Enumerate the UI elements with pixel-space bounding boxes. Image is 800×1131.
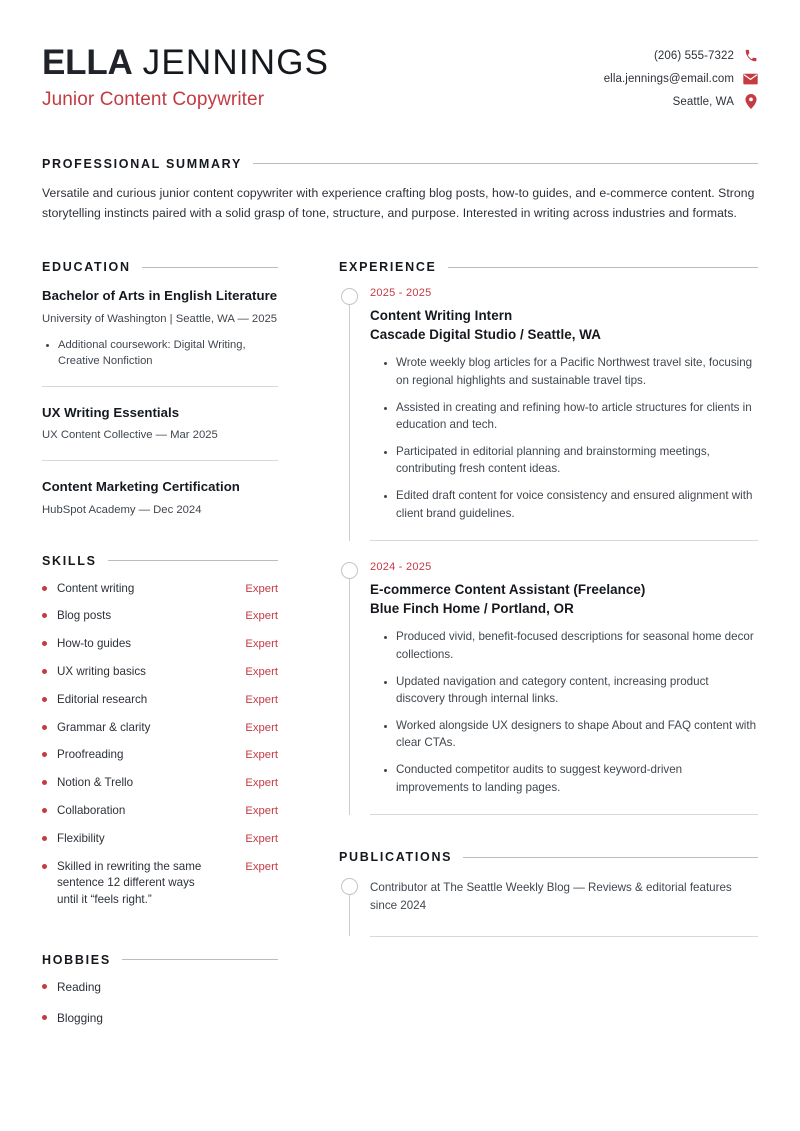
timeline-marker-icon	[341, 562, 358, 579]
left-column	[42, 260, 278, 1042]
publication-item	[339, 877, 758, 914]
skill-level: Expert	[245, 860, 278, 873]
heading-rule	[108, 560, 278, 561]
envelope-icon	[743, 71, 758, 86]
experience-title: Content Writing Intern	[370, 308, 513, 324]
experience-item	[339, 561, 758, 814]
contact-location[interactable]	[673, 94, 758, 109]
experience-item	[339, 287, 758, 540]
skill-level: Expert	[245, 721, 278, 734]
phone-number: (206) 555-7322	[653, 49, 734, 62]
skill-row	[42, 803, 278, 820]
heading-rule	[122, 959, 278, 960]
section-title: EXPERIENCE	[339, 260, 437, 275]
publications-section	[339, 850, 758, 937]
map-pin-icon	[743, 94, 758, 109]
education-bullets	[42, 337, 278, 370]
education-item	[42, 460, 278, 518]
skill-row	[42, 636, 278, 653]
skill-left	[42, 608, 237, 625]
timeline-spine	[349, 293, 350, 541]
email-address: ella.jennings@email.com	[603, 72, 734, 85]
bullet-dot-icon	[42, 780, 47, 785]
education-meta: UX Content Collective — Mar 2025	[42, 429, 218, 442]
experience-timeline	[339, 287, 758, 815]
hobby-row	[42, 980, 278, 994]
bullet-dot-icon	[42, 984, 47, 989]
skill-row	[42, 581, 278, 598]
skill-name: Blog posts	[57, 609, 112, 623]
experience-section	[339, 260, 758, 815]
skill-row	[42, 664, 278, 681]
skill-row	[42, 608, 278, 625]
skill-row	[42, 720, 278, 737]
skill-level: Expert	[245, 693, 278, 706]
experience-divider-bottom	[370, 814, 758, 815]
experience-company: Cascade Digital Studio / Seattle, WA	[370, 327, 601, 343]
skill-left	[42, 775, 237, 792]
contact-phone[interactable]	[654, 48, 758, 63]
education-degree: UX Writing Essentials	[42, 404, 180, 420]
hobby-row	[42, 1011, 278, 1025]
publication-text: Contributor at The Seattle Weekly Blog — Reviews & editorial features since 2024	[370, 881, 732, 912]
list-item: • Produced vivid, benefit-focused descriptions for seasonal home decor collections.	[396, 628, 758, 663]
skill-name: Skilled in rewriting the same sentence 12 different ways until it “feels right.”	[57, 859, 202, 907]
skill-name: How-to guides	[57, 637, 132, 651]
skill-level: Expert	[245, 777, 278, 790]
skill-left	[42, 747, 237, 764]
list-item: • Worked alongside UX designers to shape About and FAQ content with clear CTAs.	[396, 717, 758, 752]
heading-rule	[253, 163, 758, 164]
skill-left	[42, 664, 237, 681]
job-title: Junior Content Copywriter	[42, 88, 265, 110]
bullet-dot-icon	[42, 752, 47, 757]
experience-title: E-commerce Content Assistant (Freelance)	[370, 582, 646, 598]
skill-row	[42, 831, 278, 848]
heading-rule	[448, 267, 758, 268]
section-heading-hobbies	[42, 953, 278, 967]
list-item: • Wrote weekly blog articles for a Pacific Northwest travel site, focusing on regional highlights and sustainable travel tips.	[396, 354, 758, 389]
timeline-spine	[349, 567, 350, 815]
education-degree: Content Marketing Certification	[42, 479, 240, 495]
list-item: • Edited draft content for voice consistency and ensured alignment with client brand guidelines.	[396, 487, 758, 522]
timeline-marker-icon	[341, 288, 358, 305]
right-column	[339, 260, 758, 937]
experience-company: Blue Finch Home / Portland, OR	[370, 601, 574, 617]
bullet-dot-icon	[42, 613, 47, 618]
skill-name: Flexibility	[57, 831, 105, 845]
education-item	[42, 287, 278, 370]
bullet-dot-icon	[42, 1015, 47, 1020]
list-item: • Updated navigation and category content, increasing product discovery through internal links.	[396, 673, 758, 708]
experience-divider	[370, 540, 758, 541]
bullet-dot-icon	[42, 641, 47, 646]
section-title: EDUCATION	[42, 260, 131, 275]
skill-name: Grammar & clarity	[57, 720, 151, 734]
skill-level: Expert	[245, 638, 278, 651]
section-heading-experience	[339, 260, 758, 274]
skill-name: Content writing	[57, 581, 135, 595]
last-name: JENNINGS	[142, 43, 330, 82]
contact-block	[604, 42, 758, 109]
bullet-dot-icon	[42, 864, 47, 869]
education-meta: HubSpot Academy — Dec 2024	[42, 503, 202, 516]
skill-name: Editorial research	[57, 692, 148, 706]
phone-icon	[743, 48, 758, 63]
name-block	[42, 42, 329, 111]
skill-left	[42, 636, 237, 653]
bullet-dot-icon	[42, 586, 47, 591]
skill-row	[42, 775, 278, 792]
summary-text: Versatile and curious junior content copywriter with experience crafting blog posts, how-to guides, and e-commerce content. Strong storytelling instincts paired with a solid grasp of tone, structure, and purpose. Interested in writing across industries and formats.	[42, 185, 755, 220]
skill-level: Expert	[245, 582, 278, 595]
bullet-dot-icon	[42, 669, 47, 674]
skill-level: Expert	[245, 665, 278, 678]
list-item: • Additional coursework: Digital Writing, Creative Nonfiction	[58, 337, 278, 370]
education-meta: University of Washington | Seattle, WA — 2025	[42, 312, 278, 325]
skill-level: Expert	[245, 610, 278, 623]
first-name: ELLA	[42, 43, 133, 82]
experience-date: 2025 - 2025	[370, 287, 432, 300]
skill-row	[42, 747, 278, 764]
education-item	[42, 386, 278, 444]
experience-date: 2024 - 2025	[370, 561, 432, 574]
professional-summary-section	[42, 157, 758, 224]
skill-level: Expert	[245, 832, 278, 845]
experience-bullets	[370, 354, 758, 522]
skill-left	[42, 803, 237, 820]
body-columns	[42, 260, 758, 1042]
skill-left	[42, 859, 237, 909]
skill-left	[42, 581, 237, 598]
skills-section	[42, 554, 278, 909]
section-heading-education	[42, 260, 278, 274]
hobby-name: Reading	[57, 979, 101, 994]
location-text: Seattle, WA	[672, 95, 734, 108]
list-item: • Conducted competitor audits to suggest keyword-driven improvements to landing pages.	[396, 761, 758, 796]
skill-level: Expert	[245, 749, 278, 762]
section-title: SKILLS	[42, 553, 97, 568]
education-section	[42, 260, 278, 518]
skill-left	[42, 692, 237, 709]
experience-bullets	[370, 628, 758, 796]
heading-rule	[463, 857, 758, 858]
list-item: • Assisted in creating and refining how-to article structures for clients in education and tech.	[396, 399, 758, 434]
publications-divider	[370, 936, 758, 937]
bullet-dot-icon	[42, 808, 47, 813]
skill-row	[42, 859, 278, 909]
skill-row	[42, 692, 278, 709]
bullet-dot-icon	[42, 697, 47, 702]
section-title: PUBLICATIONS	[339, 850, 453, 865]
list-item: • Participated in editorial planning and brainstorming meetings, contributing fresh content ideas.	[396, 443, 758, 478]
skill-left	[42, 831, 237, 848]
candidate-name	[42, 44, 329, 82]
hobby-name: Blogging	[57, 1010, 103, 1025]
skill-name: Collaboration	[57, 803, 126, 817]
bullet-dot-icon	[42, 725, 47, 730]
skill-name: Notion & Trello	[57, 776, 134, 790]
publications-timeline	[339, 877, 758, 937]
section-heading-publications	[339, 850, 758, 864]
section-heading-summary	[42, 157, 758, 171]
education-degree: Bachelor of Arts in English Literature	[42, 288, 278, 304]
skill-level: Expert	[245, 804, 278, 817]
bullet-dot-icon	[42, 836, 47, 841]
skill-name: UX writing basics	[57, 664, 146, 678]
skill-name: Proofreading	[57, 748, 124, 762]
skill-left	[42, 720, 237, 737]
timeline-marker-icon	[341, 878, 358, 895]
contact-email[interactable]	[604, 71, 758, 86]
resume-header	[42, 32, 758, 111]
heading-rule	[142, 267, 278, 268]
section-title: PROFESSIONAL SUMMARY	[42, 156, 242, 171]
section-title: HOBBIES	[42, 952, 111, 967]
section-heading-skills	[42, 554, 278, 568]
hobbies-section	[42, 953, 278, 1025]
